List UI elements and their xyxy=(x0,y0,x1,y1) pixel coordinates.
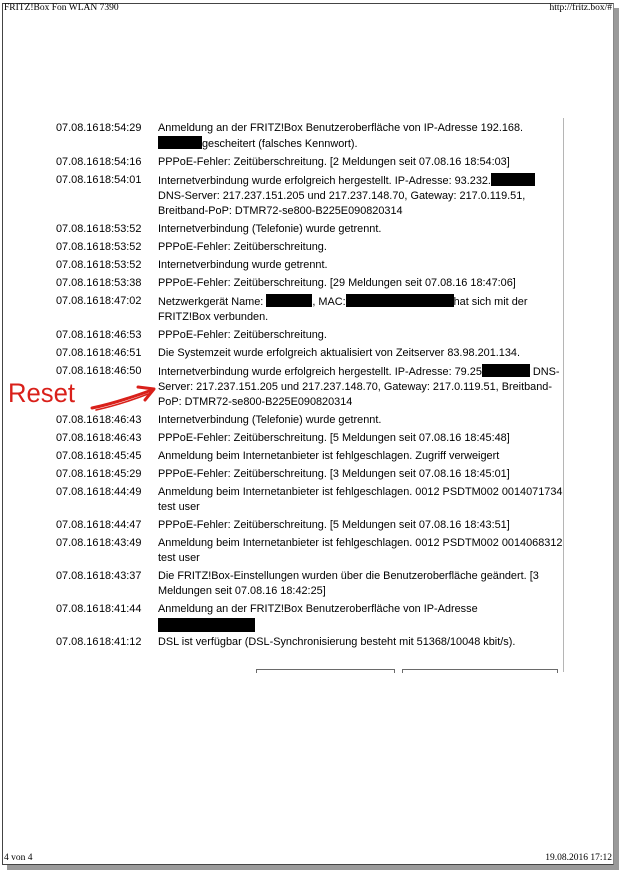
redaction-bar xyxy=(158,618,255,632)
log-row xyxy=(56,467,564,482)
log-row xyxy=(56,173,564,219)
log-date: 07.08.16 xyxy=(56,468,99,480)
table-continuation-line xyxy=(256,669,395,673)
log-row xyxy=(56,602,564,632)
redaction-bar xyxy=(491,173,535,186)
log-row xyxy=(56,222,564,237)
log-time: 18:45:45 xyxy=(99,450,142,462)
log-time: 18:46:51 xyxy=(99,347,142,359)
log-time: 18:46:53 xyxy=(99,329,142,341)
log-message-text: Internetverbindung wurde erfolgreich hergestellt. IP-Adresse: 93.232. xyxy=(158,175,491,187)
log-date: 07.08.16 xyxy=(56,295,99,307)
log-time: 18:41:44 xyxy=(99,603,142,615)
log-message: Internetverbindung wurde getrennt. xyxy=(158,259,328,271)
redaction-bar xyxy=(158,136,202,149)
log-message xyxy=(158,294,564,325)
reset-annotation-label: Reset xyxy=(8,378,76,408)
log-time: 18:54:16 xyxy=(99,156,142,168)
log-date: 07.08.16 xyxy=(56,277,99,289)
log-row xyxy=(56,518,564,533)
log-message: PPPoE-Fehler: Zeitüberschreitung. [5 Meldungen seit 07.08.16 18:43:51] xyxy=(158,519,510,531)
log-message-text: Netzwerkgerät Name: xyxy=(158,296,264,308)
log-message: Die Systemzeit wurde erfolgreich aktualisiert von Zeitserver 83.98.201.134. xyxy=(158,347,520,359)
log-date: 07.08.16 xyxy=(56,365,99,377)
log-message: Internetverbindung (Telefonie) wurde getrennt. xyxy=(158,223,382,235)
log-row xyxy=(56,449,564,464)
log-message xyxy=(158,602,564,632)
log-date: 07.08.16 xyxy=(56,570,99,582)
log-message: PPPoE-Fehler: Zeitüberschreitung. [3 Meldungen seit 07.08.16 18:45:01] xyxy=(158,468,510,480)
redaction-bar xyxy=(346,294,454,307)
log-row xyxy=(56,276,564,291)
log-date: 07.08.16 xyxy=(56,519,99,531)
log-date: 07.08.16 xyxy=(56,537,99,549)
table-continuation-line xyxy=(402,669,558,673)
log-message-text: , MAC: xyxy=(312,296,346,308)
log-row xyxy=(56,431,564,446)
log-row xyxy=(56,536,564,566)
log-row xyxy=(56,328,564,343)
log-row xyxy=(56,155,564,170)
redaction-bar xyxy=(266,294,312,307)
print-footer-page: 4 von 4 xyxy=(4,853,33,863)
log-time: 18:53:38 xyxy=(99,277,142,289)
log-row xyxy=(56,240,564,255)
log-date: 07.08.16 xyxy=(56,603,99,615)
log-message xyxy=(158,364,564,410)
log-date: 07.08.16 xyxy=(56,241,99,253)
log-time: 18:44:49 xyxy=(99,486,142,498)
log-message: DSL ist verfügbar (DSL-Synchronisierung besteht mit 51368/10048 kbit/s). xyxy=(158,636,516,648)
print-header-title: FRITZ!Box Fon WLAN 7390 xyxy=(4,3,119,13)
log-message-text: DNS-Server: 217.237.151.205 und 217.237.148.70, Gateway: 217.0.119.51, Breitband-PoP: DTMR72-se800-B225E090820314 xyxy=(158,366,560,408)
log-row xyxy=(56,294,564,325)
log-time: 18:46:50 xyxy=(99,365,142,377)
log-date: 07.08.16 xyxy=(56,174,99,186)
log-time: 18:47:02 xyxy=(99,295,142,307)
page-shadow-right xyxy=(614,8,619,868)
log-row xyxy=(56,569,564,599)
log-time: 18:54:01 xyxy=(99,174,142,186)
log-message: PPPoE-Fehler: Zeitüberschreitung. [5 Meldungen seit 07.08.16 18:45:48] xyxy=(158,432,510,444)
log-message-text: hat sich mit der FRITZ!Box verbunden. xyxy=(158,296,528,323)
log-message-text: gescheitert (falsches Kennwort). xyxy=(202,138,358,150)
log-time: 18:41:12 xyxy=(99,636,142,648)
log-date: 07.08.16 xyxy=(56,329,99,341)
log-row xyxy=(56,346,564,361)
log-message: Internetverbindung (Telefonie) wurde getrennt. xyxy=(158,414,382,426)
log-date: 07.08.16 xyxy=(56,432,99,444)
log-time: 18:53:52 xyxy=(99,241,142,253)
log-date: 07.08.16 xyxy=(56,414,99,426)
log-message xyxy=(158,121,564,152)
log-message-text: Internetverbindung wurde erfolgreich hergestellt. IP-Adresse: 79.25 xyxy=(158,366,482,378)
log-message-text: Anmeldung an der FRITZ!Box Benutzeroberfläche von IP-Adresse xyxy=(158,603,478,615)
log-message: PPPoE-Fehler: Zeitüberschreitung. [29 Meldungen seit 07.08.16 18:47:06] xyxy=(158,277,516,289)
log-time: 18:43:37 xyxy=(99,570,142,582)
log-row xyxy=(56,635,564,650)
print-header-url: http://fritz.box/# xyxy=(549,3,612,13)
log-row xyxy=(56,258,564,273)
log-time: 18:43:49 xyxy=(99,537,142,549)
log-time: 18:54:29 xyxy=(99,122,142,134)
log-message: Anmeldung beim Internetanbieter ist fehlgeschlagen. 0012 PSDTM002 0014071734 test user xyxy=(158,486,563,513)
log-time: 18:46:43 xyxy=(99,414,142,426)
log-time: 18:53:52 xyxy=(99,223,142,235)
log-message: PPPoE-Fehler: Zeitüberschreitung. [2 Meldungen seit 07.08.16 18:54:03] xyxy=(158,156,510,168)
log-message: Anmeldung beim Internetanbieter ist fehlgeschlagen. Zugriff verweigert xyxy=(158,450,500,462)
log-row xyxy=(56,413,564,428)
log-date: 07.08.16 xyxy=(56,259,99,271)
log-message: PPPoE-Fehler: Zeitüberschreitung. xyxy=(158,241,327,253)
log-message: Anmeldung beim Internetanbieter ist fehlgeschlagen. 0012 PSDTM002 0014068312 test user xyxy=(158,537,563,564)
log-message-text: Anmeldung an der FRITZ!Box Benutzeroberfläche von IP-Adresse 192.168. xyxy=(158,122,524,134)
log-time: 18:46:43 xyxy=(99,432,142,444)
log-date: 07.08.16 xyxy=(56,636,99,648)
page-shadow-bottom xyxy=(7,865,619,870)
log-date: 07.08.16 xyxy=(56,223,99,235)
log-row xyxy=(56,485,564,515)
print-footer-date: 19.08.2016 17:12 xyxy=(545,853,612,863)
log-date: 07.08.16 xyxy=(56,450,99,462)
log-date: 07.08.16 xyxy=(56,122,99,134)
log-time: 18:53:52 xyxy=(99,259,142,271)
log-time: 18:44:47 xyxy=(99,519,142,531)
log-date: 07.08.16 xyxy=(56,156,99,168)
log-message: PPPoE-Fehler: Zeitüberschreitung. xyxy=(158,329,327,341)
log-date: 07.08.16 xyxy=(56,486,99,498)
log-time: 18:45:29 xyxy=(99,468,142,480)
log-message xyxy=(158,173,564,219)
log-message: Die FRITZ!Box-Einstellungen wurden über die Benutzeroberfläche geändert. [3 Meldungen seit 07.08.16 18:42:25] xyxy=(158,570,539,597)
redaction-bar xyxy=(482,364,530,377)
arrow-right-icon xyxy=(90,385,160,413)
log-date: 07.08.16 xyxy=(56,347,99,359)
log-message-text: DNS-Server: 217.237.151.205 und 217.237.148.70, Gateway: 217.0.119.51, Breitband-PoP: DTMR72-se800-B225E090820314 xyxy=(158,190,526,217)
log-row xyxy=(56,121,564,152)
